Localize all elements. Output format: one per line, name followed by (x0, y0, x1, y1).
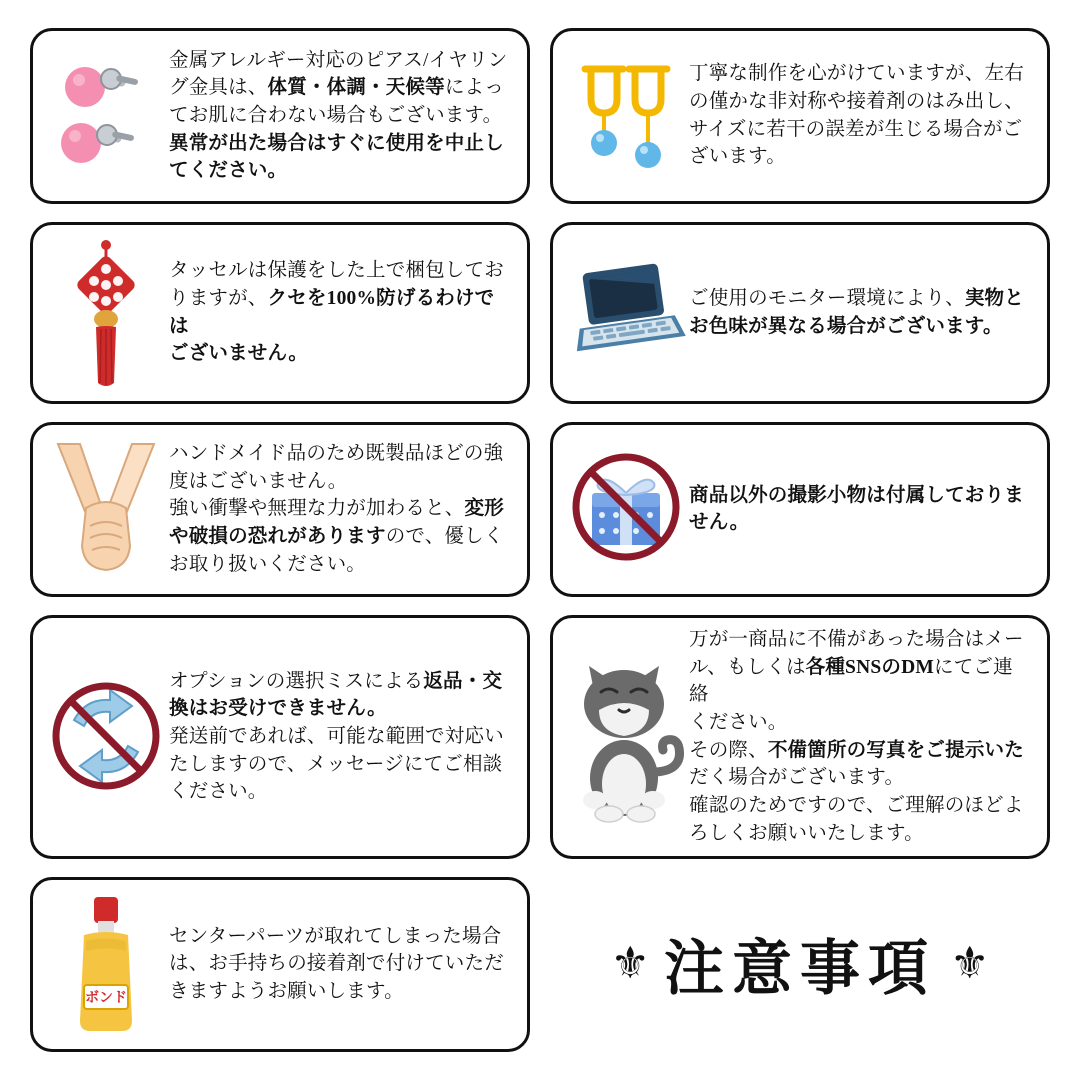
notice-line: 確認のためですので、ご理解のほどよ (689, 795, 1024, 817)
notice-line: ざいます。 (689, 146, 786, 168)
page-title-block (550, 877, 1050, 1053)
notice-line: 万が一商品に不備があった場合はメー (689, 629, 1024, 650)
notice-line: ございません。 (169, 343, 309, 365)
notice-line: ハンドメイド品のため既製品ほどの強 (169, 443, 504, 465)
notice-card-metal-allergy (30, 28, 530, 204)
notice-line: お取り扱いください。 (169, 553, 367, 575)
notice-line: その際、不備箇所の写真をご提示いた (689, 739, 1024, 761)
notice-line: 発送前であれば、可能な範囲で対応い (169, 725, 504, 747)
fleur-de-lis-icon-right: ⚜ (950, 939, 990, 989)
notice-line: ル、もしくは各種SNSのDMにてご連絡 (689, 656, 1013, 706)
notice-card-no-return (30, 615, 530, 859)
notice-text (165, 440, 513, 578)
notice-line: ください。 (689, 712, 788, 734)
notice-card-handmade-fragile (30, 422, 530, 598)
notice-card-glue (30, 877, 530, 1053)
notice-line: は、お手持ちの接着剤で付けていただ (169, 953, 504, 975)
notice-line: だく場合がございます。 (689, 767, 905, 789)
notice-line: ご使用のモニター環境により、実物と (689, 287, 1024, 309)
notice-line: てください。 (169, 160, 288, 182)
notice-line: 度はございません。 (169, 470, 348, 492)
notice-line: サイズに若干の誤差が生じる場合がご (689, 118, 1023, 140)
chinese-knot-tassel-icon (47, 233, 165, 393)
notice-card-asymmetry (550, 28, 1050, 204)
notice-text (165, 923, 513, 1006)
fleur-de-lis-icon-left: ⚜ (610, 939, 650, 989)
notice-line: 金属アレルギー対応のピアス/イヤリン (169, 49, 508, 71)
clip-earrings-icon (567, 39, 685, 193)
notice-card-tassel (30, 222, 530, 404)
holding-hands-icon (47, 433, 165, 587)
notice-line: きますようお願いします。 (169, 981, 404, 1003)
cat-icon (567, 652, 685, 822)
notice-text (685, 626, 1033, 848)
notice-text (685, 285, 1033, 340)
notice-text (165, 668, 513, 806)
notice-line: タッセルは保護をした上で梱包してお (169, 260, 504, 282)
laptop-icon (567, 233, 685, 393)
notice-line: 異常が出た場合はすぐに使用を中止し (169, 132, 504, 154)
notice-line: グ金具は、体質・体調・天候等によっ (169, 77, 504, 99)
notice-line: オプションの選択ミスによる返品・交 (169, 670, 503, 692)
notice-line: りますが、クセを100%防げるわけでは (169, 287, 495, 337)
notice-card-no-props (550, 422, 1050, 598)
notice-line: てお肌に合わない場合もございます。 (169, 104, 503, 126)
notice-line: 換はお受けできません。 (169, 698, 387, 720)
notice-line: 強い衝撃や無理な力が加わると、変形 (169, 498, 504, 520)
notice-text (685, 482, 1033, 537)
svg-text:ボンド: ボンド (85, 990, 127, 1007)
notice-line: お色味が異なる場合がございます。 (689, 315, 1003, 337)
no-gift-box-icon (567, 433, 685, 587)
notice-line: センターパーツが取れてしまった場合 (169, 925, 502, 947)
notice-line: の僅かな非対称や接着剤のはみ出し、 (689, 91, 1024, 113)
notice-line: 丁寧な制作を心がけていますが、左右 (689, 63, 1024, 85)
no-return-exchange-icon (47, 652, 165, 822)
notice-line: ろしくお願いいたします。 (689, 822, 924, 844)
page-title: 注意事項 (664, 934, 936, 1005)
glue-bottle-icon (47, 888, 165, 1042)
notices-grid (30, 28, 1050, 1052)
notice-line: や破損の恐れがありますので、優しく (169, 526, 504, 548)
notice-line: ください。 (169, 781, 268, 803)
notice-text (685, 60, 1033, 171)
notice-card-monitor-color (550, 222, 1050, 404)
notice-card-defect-contact (550, 615, 1050, 859)
notice-line: たしますので、メッセージにてご相談 (169, 753, 503, 775)
notice-text (165, 257, 513, 368)
pierced-earrings-icon (47, 39, 165, 193)
notice-line: 商品以外の撮影小物は付属しておりま (689, 484, 1024, 506)
notice-text (165, 47, 513, 185)
notice-line: せん。 (689, 512, 750, 534)
